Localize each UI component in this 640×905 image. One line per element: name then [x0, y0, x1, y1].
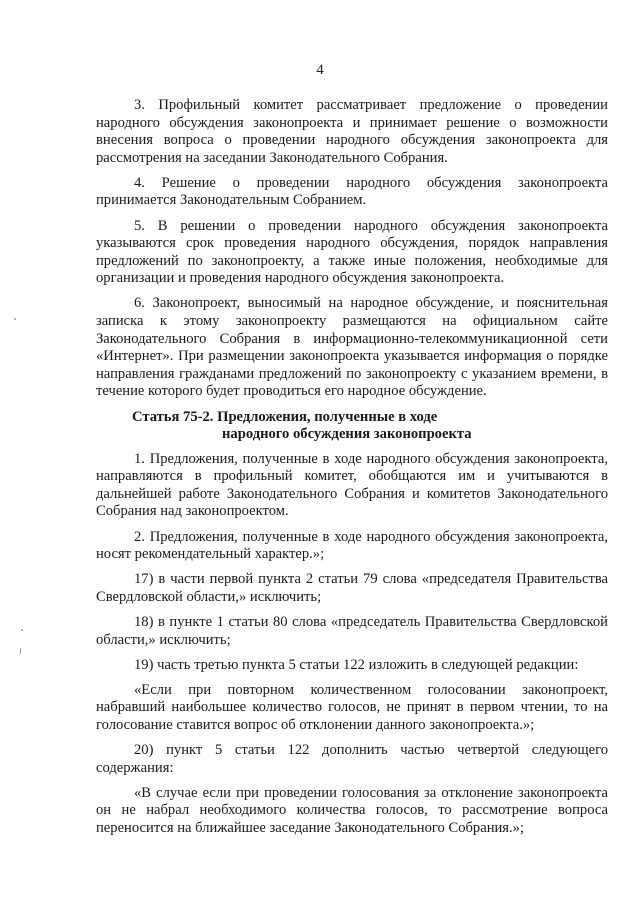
article-heading — [96, 409, 608, 444]
article-paragraph-1: 1. Предложения, полученные в ходе народного обсуждения законопроекта, направляются в профильный комитет, обобщаются им и учитываются в дальнейшей работе Законодательного Собрания и комитетов Законодательного Собрания над законопроектом. — [96, 450, 608, 520]
scan-speck — [20, 648, 21, 654]
amendment-item-18: 18) в пункте 1 статьи 80 слова «председатель Правительства Свердловской области,» исключить; — [96, 613, 608, 648]
article-paragraph-2: 2. Предложения, полученные в ходе народного обсуждения законопроекта, носят рекомендательный характер.»; — [96, 528, 608, 563]
amendment-item-19: 19) часть третью пункта 5 статьи 122 изложить в следующей редакции: — [134, 656, 579, 673]
scan-speck — [14, 318, 16, 320]
amendment-item-17: 17) в части первой пункта 2 статьи 79 слова «председателя Правительства Свердловской области,» исключить; — [96, 571, 608, 605]
amendment-item-20: 20) пункт 5 статьи 122 дополнить частью четвертой следующего содержания: — [96, 742, 608, 776]
paragraph-3: 3. Профильный комитет рассматривает предложение о проведении народного обсуждения законопроекта и принимает решение о возможности внесения вопроса о проведении народного обсуждения законопроекта для рассмотрения на заседании Законодательного Собрания. — [96, 97, 608, 166]
paragraph-6: 6. Законопроект, выносимый на народное обсуждение, и пояснительная записка к этому законопроекту размещаются на официальном сайте Законодательного Собрания в информационно-телекоммуникационной сети «Интернет». При размещении законопроекта указывается информация о порядке направления гражданами предложений по законопроекту с указанием времени, в течение которого будет проводиться его народное обсуждение. — [96, 295, 608, 400]
paragraph-4: 4. Решение о проведении народного обсуждения законопроекта принимается Законодательным Собранием. — [96, 174, 608, 209]
amendment-quote-20: «В случае если при проведении голосования за отклонение законопроекта он не набрал необходимого количества голосов, то рассмотрение вопроса переносится на ближайшее заседание Законодательного Собрания.»; — [96, 784, 608, 836]
amendment-quote-19: «Если при повторном количественном голосовании законопроект, набравший наибольшее количество голосов, не принят в первом чтении, то на голосование ставится вопрос об отклонении данного законопроекта.»; — [96, 681, 608, 733]
page-number: 4 — [316, 62, 324, 78]
article-heading-line-2: народного обсуждения законопроекта — [222, 426, 472, 443]
paragraph-5: 5. В решении о проведении народного обсуждения законопроекта указываются срок проведения народного обсуждения, порядок направления предложений по законопроекту, а также иные положения, необходимые для организации и проведения народного обсуждения законопроекта. — [96, 217, 608, 287]
scan-speck — [21, 629, 23, 631]
article-heading-line-1: Статья 75-2. Предложения, полученные в ходе — [132, 408, 438, 425]
document-body — [96, 97, 608, 845]
